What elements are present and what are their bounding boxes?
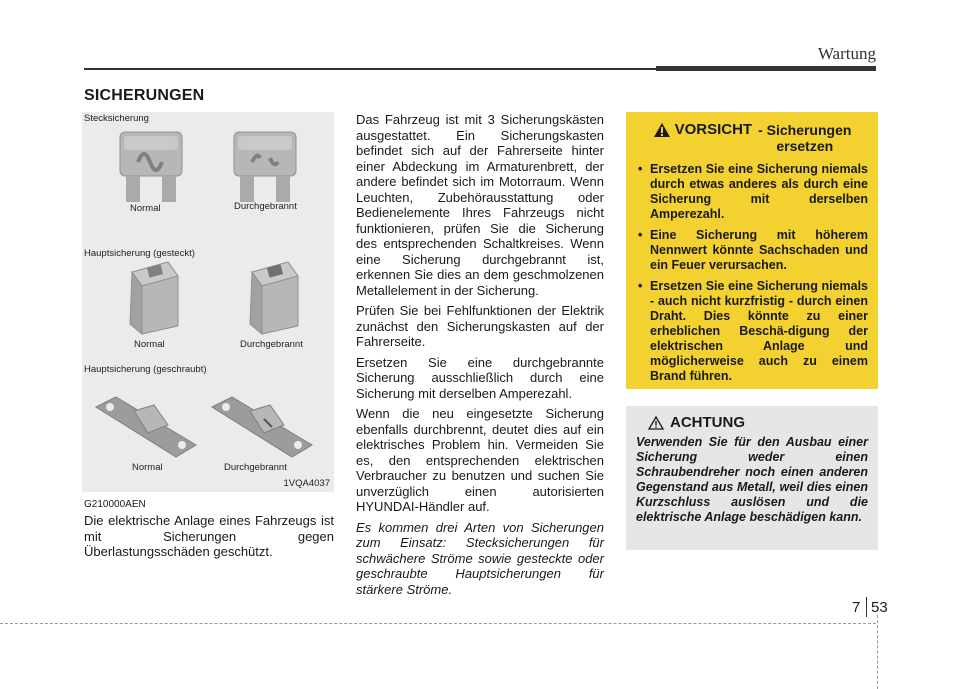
cartridge-fuse-normal <box>130 262 178 334</box>
caution-title: VORSICHT <box>674 121 753 138</box>
caution-subtitle-2: ersetzen <box>776 138 834 154</box>
paragraph-4: Wenn die neu eingesetzte Sicherung ebenfalls durchbrennt, deutet dies auf ein elektrisches Problem hin. Vermeiden Sie es, den entsprechenden elektrischen Verbraucher zu benutzen und suchen Sie unverzüglich einen autorisierten HYUNDAI-Händler auf. <box>356 406 604 514</box>
intro-paragraph: Die elektrische Anlage eines Fahrzeugs ist mit Sicherungen gegen Überlastungsschäden geschützt. <box>84 513 334 559</box>
notice-box <box>626 406 878 550</box>
bolt-fuse-blown <box>212 397 312 457</box>
header-rule-accent <box>656 66 876 71</box>
caution-header <box>636 122 868 154</box>
warning-triangle-icon <box>653 122 671 138</box>
caution-box <box>626 112 878 389</box>
notice-title: ACHTUNG <box>670 414 745 431</box>
label-bolt-fuse: Hauptsicherung (geschraubt) <box>84 364 207 375</box>
label-normal-1: Normal <box>130 203 161 214</box>
warning-outline-icon <box>648 416 664 430</box>
footer-divider <box>877 615 879 689</box>
main-text-column <box>356 112 604 602</box>
label-normal-3: Normal <box>132 462 163 473</box>
footer-rule <box>0 623 876 625</box>
notice-body: Verwenden Sie für den Ausbau einer Sicherung weder einen Schraubendreher noch einen anderen Gegenstand aus Metall, weil dies einen Kurzschluss auslösen und die elektrische Anlage beschädigen kann. <box>636 435 868 524</box>
figure-code: 1VQA4037 <box>283 478 330 489</box>
fuse-figure <box>82 112 334 492</box>
label-blade-fuse: Stecksicherung <box>84 113 149 124</box>
page-header-title: Wartung <box>817 44 876 63</box>
label-blown-3: Durchgebrannt <box>224 462 287 473</box>
intro-text <box>84 513 334 565</box>
caution-list <box>636 162 868 384</box>
paragraph-3: Ersetzen Sie eine durchgebrannte Sicherung ausschließlich durch eine Sicherung mit derselben Amperezahl. <box>356 354 604 401</box>
blade-fuse-normal <box>120 132 182 202</box>
reference-code: G210000AEN <box>84 499 146 510</box>
caution-item: • Ersetzen Sie eine Sicherung niemals - auch nicht kurzfristig - durch einen Draht. Dies könnte zu einer erheblichen Beschä-digung der elektrischen Anlage und möglicherweise auch zu einem Brand führen. <box>636 279 868 384</box>
notice-header <box>648 414 868 431</box>
paragraph-5: Es kommen drei Arten von Sicherungen zum Einsatz: Stecksicherungen für schwächere Ströme sowie gesteckte oder geschraubte Hauptsicherungen für stärkere Ströme. <box>356 519 604 597</box>
section-title: SICHERUNGEN <box>84 87 205 104</box>
paragraph-1: Das Fahrzeug ist mit 3 Sicherungskästen ausgestattet. Ein Sicherungskasten befindet sich auf der Fahrerseite hinter einer Abdeckung im Armaturenbrett, der andere befindet sich im Motorraum. Wenn Leuchten, Zubehörausstattung oder Bedienelemente Ihres Fahrzeugs nicht funktionieren, prüfen Sie die Sicherung des entsprechenden Schaltkreises. Wenn eine Sicherung durchgebrannt ist, erkennen Sie dies an dem geschmolzenen Metallelement in der Sicherung. <box>356 112 604 298</box>
label-normal-2: Normal <box>134 339 165 350</box>
label-blown-2: Durchgebrannt <box>240 339 303 350</box>
caution-item: • Eine Sicherung mit höherem Nennwert könnte Sachschaden und ein Feuer verursachen. <box>636 228 868 273</box>
fuse-illustration <box>82 112 334 492</box>
page-number: 53 <box>871 599 888 616</box>
caution-subtitle-1: - Sicherungen <box>758 122 852 138</box>
label-blown-1: Durchgebrannt <box>234 201 297 212</box>
blade-fuse-blown <box>234 132 296 202</box>
chapter-number: 7 <box>852 599 861 616</box>
caution-subtitle <box>758 122 851 154</box>
bolt-fuse-normal <box>96 397 196 457</box>
page-number-separator <box>866 597 867 617</box>
caution-item: • Ersetzen Sie eine Sicherung niemals durch etwas anderes als durch eine Sicherung mit derselben Amperezahl. <box>636 162 868 222</box>
paragraph-2: Prüfen Sie bei Fehlfunktionen der Elektrik zunächst den Sicherungskasten auf der Fahrerseite. <box>356 303 604 349</box>
label-cartridge-fuse: Hauptsicherung (gesteckt) <box>84 248 195 259</box>
cartridge-fuse-blown <box>250 262 298 334</box>
